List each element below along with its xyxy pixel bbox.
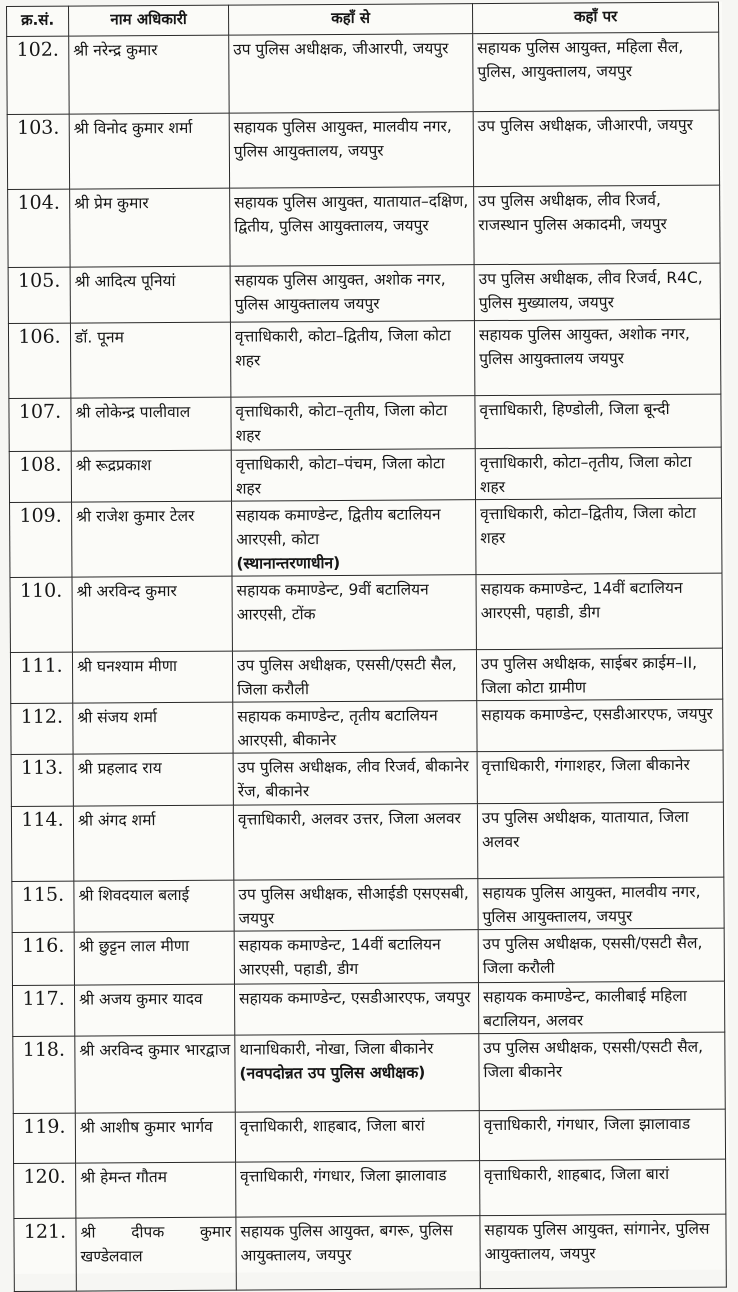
serial-number: 104. <box>8 189 70 267</box>
serial-number: 102. <box>7 36 69 114</box>
posting-from-cell <box>230 187 474 266</box>
posting-from-cell <box>233 752 477 805</box>
officer-name: श्री रूद्रप्रकाश <box>71 450 231 502</box>
table-row <box>8 185 720 267</box>
officer-name: श्री आशीष कुमार भार्गव <box>75 1112 235 1163</box>
officer-name: श्री संजय शर्मा <box>73 702 233 754</box>
table-row <box>7 32 719 114</box>
posting-to: सहायक कमाण्डेन्ट, एसडीआरएफ, जयपुर <box>477 699 723 752</box>
officer-name: श्री लोकेन्द्र पालीवाल <box>71 397 231 451</box>
posting-from: वृत्ताधिकारी, गंगधार, जिला झालावाड <box>240 1166 447 1186</box>
posting-from-cell <box>230 321 474 397</box>
posting-from: वृत्ताधिकारी, अलवर उत्तर, जिला अलवर <box>237 809 461 829</box>
posting-from: सहायक कमाण्डेन्ट, 9वीं बटालियन आरएसी, टोंक <box>236 580 429 624</box>
table-row <box>12 981 724 1036</box>
table-row <box>11 750 723 806</box>
posting-from: सहायक कमाण्डेन्ट, द्वितीय बटालियन आरएसी, कोटा <box>236 505 441 549</box>
header-from: कहाँ से <box>228 4 472 35</box>
serial-number: 119. <box>13 1113 75 1163</box>
serial-number: 111. <box>10 652 72 703</box>
posting-from-cell <box>234 879 478 931</box>
serial-number: 106. <box>8 323 70 398</box>
posting-from-cell <box>233 701 477 753</box>
table-row <box>9 447 721 502</box>
posting-from-cell <box>236 1216 480 1290</box>
serial-number: 107. <box>9 398 71 451</box>
posting-from: सहायक पुलिस आयुक्त, यातायात–दक्षिण, द्वितीय, पुलिस आयुक्तालय, जयपुर <box>234 192 469 236</box>
posting-to: सहायक पुलिस आयुक्त, मालवीय नगर, पुलिस आयुक्तालय, जयपुर <box>478 877 724 930</box>
table-row <box>14 1159 726 1218</box>
posting-from: उप पुलिस अधीक्षक, सीआईडी एसएसबी, जयपुर <box>238 884 469 928</box>
header-name: नाम अधिकारी <box>69 5 229 36</box>
officer-name: श्री घनश्याम मीणा <box>72 651 232 703</box>
posting-from: उप पुलिस अधीक्षक, जीआरपी, जयपुर <box>233 39 449 59</box>
posting-from-cell <box>231 396 475 450</box>
posting-from-cell <box>230 265 474 322</box>
posting-to: वृत्ताधिकारी, शाहबाद, जिला बारां <box>480 1159 726 1216</box>
serial-number: 113. <box>11 754 73 806</box>
posting-from-cell <box>235 1034 479 1112</box>
officer-name: श्री विनोद कुमार शर्मा <box>69 113 229 189</box>
table-header-row <box>7 2 719 36</box>
posting-to: उप पुलिस अधीक्षक, साईबर क्राईम–II, जिला कोटा ग्रामीण <box>476 648 722 701</box>
serial-number: 109. <box>10 502 72 577</box>
serial-number: 108. <box>9 451 71 502</box>
posting-to: सहायक पुलिस आयुक्त, महिला सैल, पुलिस, आयुक्तालय, जयपुर <box>473 32 719 112</box>
serial-number: 118. <box>13 1036 75 1113</box>
posting-from: वृत्ताधिकारी, कोटा–पंचम, जिला कोटा शहर <box>235 454 445 498</box>
posting-from: सहायक पुलिस आयुक्त, अशोक नगर, पुलिस आयुक्तालय जयपुर <box>234 270 446 314</box>
table-row <box>7 110 719 189</box>
officer-name: श्री दीपक कुमार खण्डेलवाल <box>76 1217 236 1291</box>
posting-to: वृत्ताधिकारी, कोटा–द्वितीय, जिला कोटा शहर <box>476 498 722 575</box>
officer-name: श्री अंगद शर्मा <box>73 805 233 881</box>
posting-from-cell <box>235 1111 479 1162</box>
posting-from-cell <box>233 804 477 880</box>
serial-number: 121. <box>14 1218 76 1291</box>
officer-name: श्री छुट्टन लाल मीणा <box>74 931 234 985</box>
posting-to: वृत्ताधिकारी, हिण्डोली, जिला बून्दी <box>475 394 721 449</box>
document-page <box>6 2 730 1274</box>
table-row <box>13 1109 725 1163</box>
posting-to: उप पुलिस अधीक्षक, यातायात, जिला अलवर <box>477 802 723 879</box>
posting-from-cell <box>232 500 476 576</box>
officer-name: श्री आदित्य पूनियां <box>70 266 230 323</box>
posting-from: वृत्ताधिकारी, कोटा–द्वितीय, जिला कोटा शहर <box>234 326 451 370</box>
posting-from: सहायक पुलिस आयुक्त, मालवीय नगर, पुलिस आयुक्तालय, जयपुर <box>233 117 452 161</box>
table-row <box>8 263 720 323</box>
posting-from: सहायक कमाण्डेन्ट, एसडीआरएफ, जयपुर <box>239 988 471 1008</box>
table-body <box>7 32 727 1291</box>
posting-to: सहायक कमाण्डेन्ट, कालीबाई महिला बटालियन, अलवर <box>478 981 724 1034</box>
posting-to: उप पुलिस अधीक्षक, एससी/एसटी सैल, जिला बीकानेर <box>479 1032 725 1111</box>
serial-number: 110. <box>10 577 72 652</box>
posting-from-cell <box>234 930 478 984</box>
posting-to: वृत्ताधिकारी, गंगधार, जिला झालावाड <box>479 1109 725 1161</box>
table-row <box>12 877 724 932</box>
table-row <box>10 648 722 703</box>
officer-name: श्री राजेश कुमार टेलर <box>72 501 232 577</box>
table-row <box>11 699 723 754</box>
posting-from-cell <box>234 983 478 1035</box>
posting-from-note: (नवपदोन्नत उप पुलिस अधीक्षक) <box>239 1063 426 1083</box>
serial-number: 120. <box>14 1163 76 1218</box>
serial-number: 114. <box>11 806 73 881</box>
officer-name: डॉ. पूनम <box>70 322 230 398</box>
posting-to: वृत्ताधिकारी, गंगाशहर, जिला बीकानेर <box>477 750 723 804</box>
posting-from: सहायक पुलिस आयुक्त, बगरू, पुलिस आयुक्तालय, जयपुर <box>240 1221 453 1265</box>
officer-name: श्री हेमन्त गौतम <box>76 1162 236 1218</box>
serial-number: 117. <box>12 985 74 1036</box>
posting-from: उप पुलिस अधीक्षक, लीव रिजर्व, बीकानेर रेंज, बीकानेर <box>237 757 470 801</box>
serial-number: 103. <box>7 114 69 189</box>
posting-to: उप पुलिस अधीक्षक, लीव रिजर्व, राजस्थान पुलिस अकादमी, जयपुर <box>474 185 720 265</box>
officer-name: श्री प्रहलाद राय <box>73 753 233 806</box>
posting-from-cell <box>232 575 476 651</box>
posting-from-note: (स्थानान्तरणाधीन) <box>236 553 341 573</box>
officer-name: श्री प्रेम कुमार <box>70 188 230 267</box>
table-row <box>13 1032 725 1113</box>
table-row <box>8 319 720 398</box>
posting-to: वृत्ताधिकारी, कोटा–तृतीय, जिला कोटा शहर <box>475 447 721 500</box>
posting-to: उप पुलिस अधीक्षक, लीव रिजर्व, R4C, पुलिस मुख्यालय, जयपुर <box>474 263 720 321</box>
table-row <box>9 394 721 451</box>
posting-from-cell <box>229 34 473 113</box>
posting-to: सहायक पुलिस आयुक्त, सांगानेर, पुलिस आयुक्तालय, जयपुर <box>480 1214 726 1289</box>
serial-number: 112. <box>11 703 73 754</box>
posting-from: थानाधिकारी, नोखा, जिला बीकानेर <box>239 1039 434 1059</box>
posting-from: सहायक कमाण्डेन्ट, 14वीं बटालियन आरएसी, पहाडी, डीग <box>238 935 441 979</box>
posting-to: सहायक कमाण्डेन्ट, 14वीं बटालियन आरएसी, पहाडी, डीग <box>476 573 722 650</box>
table-row <box>11 802 723 881</box>
posting-from: उप पुलिस अधीक्षक, एससी/एसटी सैल, जिला करौली <box>236 655 457 699</box>
officer-name: श्री नरेन्द्र कुमार <box>69 35 229 114</box>
table-row <box>10 498 722 577</box>
posting-to: सहायक पुलिस आयुक्त, अशोक नगर, पुलिस आयुक्तालय जयपुर <box>474 319 720 396</box>
table-row <box>12 928 724 985</box>
officer-name: श्री अजय कुमार यादव <box>74 984 234 1036</box>
officer-name: श्री अरविन्द कुमार भारद्वाज <box>75 1035 235 1113</box>
serial-number: 116. <box>12 932 74 985</box>
serial-number: 105. <box>8 267 70 323</box>
posting-from-cell <box>236 1161 480 1217</box>
posting-from: वृत्ताधिकारी, कोटा–तृतीय, जिला कोटा शहर <box>235 401 448 445</box>
posting-from-cell <box>231 449 475 501</box>
posting-from: वृत्ताधिकारी, शाहबाद, जिला बारां <box>239 1116 425 1136</box>
header-to: कहाँ पर <box>472 2 718 34</box>
posting-to: उप पुलिस अधीक्षक, एससी/एसटी सैल, जिला करौली <box>478 928 724 983</box>
transfer-table <box>6 2 727 1292</box>
posting-from-cell <box>229 112 473 188</box>
serial-number: 115. <box>12 881 74 932</box>
table-row <box>10 573 722 652</box>
header-serial: क्र.सं. <box>7 6 69 36</box>
officer-name: श्री अरविन्द कुमार <box>72 576 232 652</box>
posting-from: सहायक कमाण्डेन्ट, तृतीय बटालियन आरएसी, बीकानेर <box>237 706 438 750</box>
officer-name: श्री शिवदयाल बलाई <box>74 880 234 932</box>
posting-to: उप पुलिस अधीक्षक, जीआरपी, जयपुर <box>473 110 719 187</box>
posting-from-cell <box>232 650 476 702</box>
